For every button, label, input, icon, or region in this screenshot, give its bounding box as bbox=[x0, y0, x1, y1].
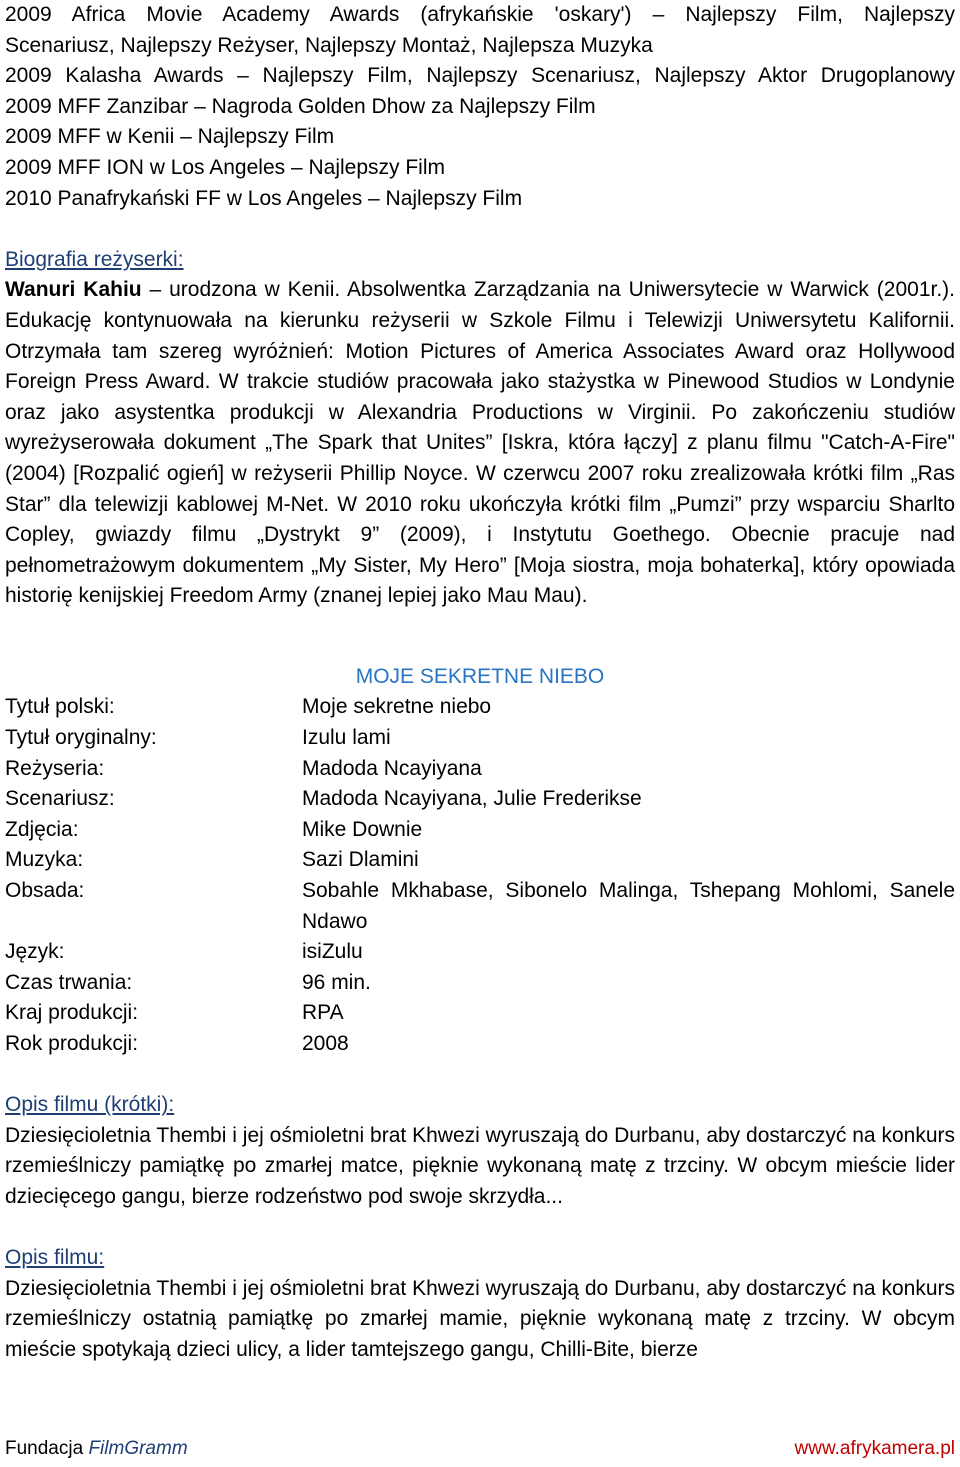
bio-text: – urodzona w Kenii. Absolwentka Zarządzania na Uniwersytecie w Warwick (2001r.). Edukację kontynuowała na kierunku reżyserii w Szkole Filmu i Telewizji Uniwersytetu Kalifornii. Otrzymała tam szereg wyróżnień: Motion Pictures of America Associates Award oraz Hollywood Foreign Press Award. W trakcie studiów pracowała jako stażystka w Pinewood Studios w Londynie oraz jako asystentka produkcji w Alexandria Productions w Virginii. Po zakończeniu studiów wyreżyserowała dokument „The Spark that Unites” [Iskra, która łączy] z planu filmu "Catch-A-Fire" (2004) [Rozpalić ogień] w reżyserii Phillip Noyce. W czerwcu 2007 roku zrealizowała krótki film „Ras Star” dla telewizji kablowej M-Net. W 2010 roku ukończyła krótki film „Pumzi” przy wsparciu Sharlto Copley, gwiazdy filmu „Dystrykt 9” (2009), i Instytutu Goethego. Obecnie pracuje nad pełnometrażowym dokumentem „My Sister, My Hero” [Moja siostra, moja bohaterka], który opowiada historię kenijskiej Freedom Army (znanej lepiej jako Mau Mau). bbox=[5, 278, 955, 608]
brand-prefix: Fundacja bbox=[5, 1438, 89, 1459]
bio-heading: Biografia reżyserki: bbox=[5, 247, 184, 271]
brand-name: FilmGramm bbox=[88, 1438, 188, 1459]
film-metadata-table bbox=[5, 692, 955, 1059]
metadata-value: RPA bbox=[302, 1001, 344, 1025]
metadata-label: Reżyseria: bbox=[5, 756, 105, 780]
director-name: Wanuri Kahiu bbox=[5, 278, 142, 302]
metadata-value: Mike Downie bbox=[302, 817, 423, 841]
page-footer bbox=[5, 1438, 955, 1462]
foundation-brand bbox=[5, 1438, 188, 1460]
award-item: 2009 MFF w Kenii – Najlepszy Film bbox=[5, 125, 335, 149]
metadata-value: Moje sekretne niebo bbox=[302, 695, 492, 719]
metadata-row bbox=[5, 692, 955, 723]
metadata-row bbox=[5, 815, 955, 846]
metadata-value: Madoda Ncayiyana bbox=[302, 756, 482, 780]
metadata-row bbox=[5, 723, 955, 754]
metadata-label: Język: bbox=[5, 940, 65, 964]
short-description-text: Dziesięcioletnia Thembi i jej ośmioletni brat Khwezi wyruszają do Durbanu, aby dostarczyć na konkurs rzemieślniczy pamiątkę po zmarłej matce, pięknie wykonaną matę z trzciny. W obcym mieście lider dziecięcego gangu, bierze rodzeństwo pod swoje skrzydła... bbox=[5, 1123, 955, 1208]
website-url[interactable]: www.afrykamera.pl bbox=[794, 1438, 955, 1459]
metadata-row bbox=[5, 845, 955, 876]
metadata-label: Tytuł oryginalny: bbox=[5, 726, 157, 750]
award-item: 2009 Kalasha Awards – Najlepszy Film, Najlepszy Scenariusz, Najlepszy Aktor Drugoplanowy bbox=[5, 64, 955, 88]
award-item: 2009 MFF ION w Los Angeles – Najlepszy Film bbox=[5, 155, 445, 179]
metadata-row bbox=[5, 937, 955, 968]
bio-paragraph bbox=[5, 275, 955, 612]
metadata-label: Obsada: bbox=[5, 879, 85, 903]
metadata-row bbox=[5, 784, 955, 815]
metadata-row bbox=[5, 1029, 955, 1060]
award-item: 2009 Africa Movie Academy Awards (afrykańskie 'oskary') – Najlepszy Film, Najlepszy bbox=[5, 3, 955, 26]
metadata-label: Zdjęcia: bbox=[5, 817, 79, 841]
film-title: MOJE SEKRETNE NIEBO bbox=[355, 664, 605, 688]
metadata-value: isiZulu bbox=[302, 940, 363, 964]
awards-list bbox=[5, 0, 955, 214]
award-item: 2010 Panafrykański FF w Los Angeles – Najlepszy Film bbox=[5, 186, 523, 210]
metadata-label: Rok produkcji: bbox=[5, 1032, 139, 1055]
metadata-label: Scenariusz: bbox=[5, 787, 115, 811]
metadata-value: Sobahle Mkhabase, Sibonelo Malinga, Tshepang Mohlomi, Sanele Ndawo bbox=[302, 879, 955, 933]
metadata-value: 96 min. bbox=[302, 970, 371, 994]
long-description-text: Dziesięcioletnia Thembi i jej ośmioletni brat Khwezi wyruszają do Durbanu, aby dostarczyć na konkurs rzemieślniczy ostatnią pamiątkę po zmarłej mamie, pięknie wykonaną matę z trzciny. W obcym mieście spotykają dzieci ulicy, a lider tamtejszego gangu, Chilli-Bite, bierze bbox=[5, 1276, 955, 1361]
metadata-value: Madoda Ncayiyana, Julie Frederikse bbox=[302, 787, 642, 811]
document-content bbox=[5, 0, 955, 1366]
metadata-row bbox=[5, 876, 955, 937]
award-item: 2009 MFF Zanzibar – Nagroda Golden Dhow za Najlepszy Film bbox=[5, 94, 596, 118]
metadata-label: Muzyka: bbox=[5, 848, 84, 872]
metadata-label: Kraj produkcji: bbox=[5, 1001, 139, 1025]
short-description-heading: Opis filmu (krótki): bbox=[5, 1093, 175, 1117]
metadata-value: 2008 bbox=[302, 1032, 349, 1055]
metadata-row bbox=[5, 998, 955, 1029]
metadata-value: Izulu lami bbox=[302, 726, 391, 750]
award-item: Scenariusz, Najlepszy Reżyser, Najlepszy Montaż, Najlepsza Muzyka bbox=[5, 33, 653, 57]
metadata-row bbox=[5, 968, 955, 999]
long-description-heading: Opis filmu: bbox=[5, 1246, 105, 1270]
metadata-value: Sazi Dlamini bbox=[302, 848, 419, 872]
metadata-row bbox=[5, 754, 955, 785]
metadata-label: Tytuł polski: bbox=[5, 695, 115, 719]
metadata-label: Czas trwania: bbox=[5, 970, 133, 994]
